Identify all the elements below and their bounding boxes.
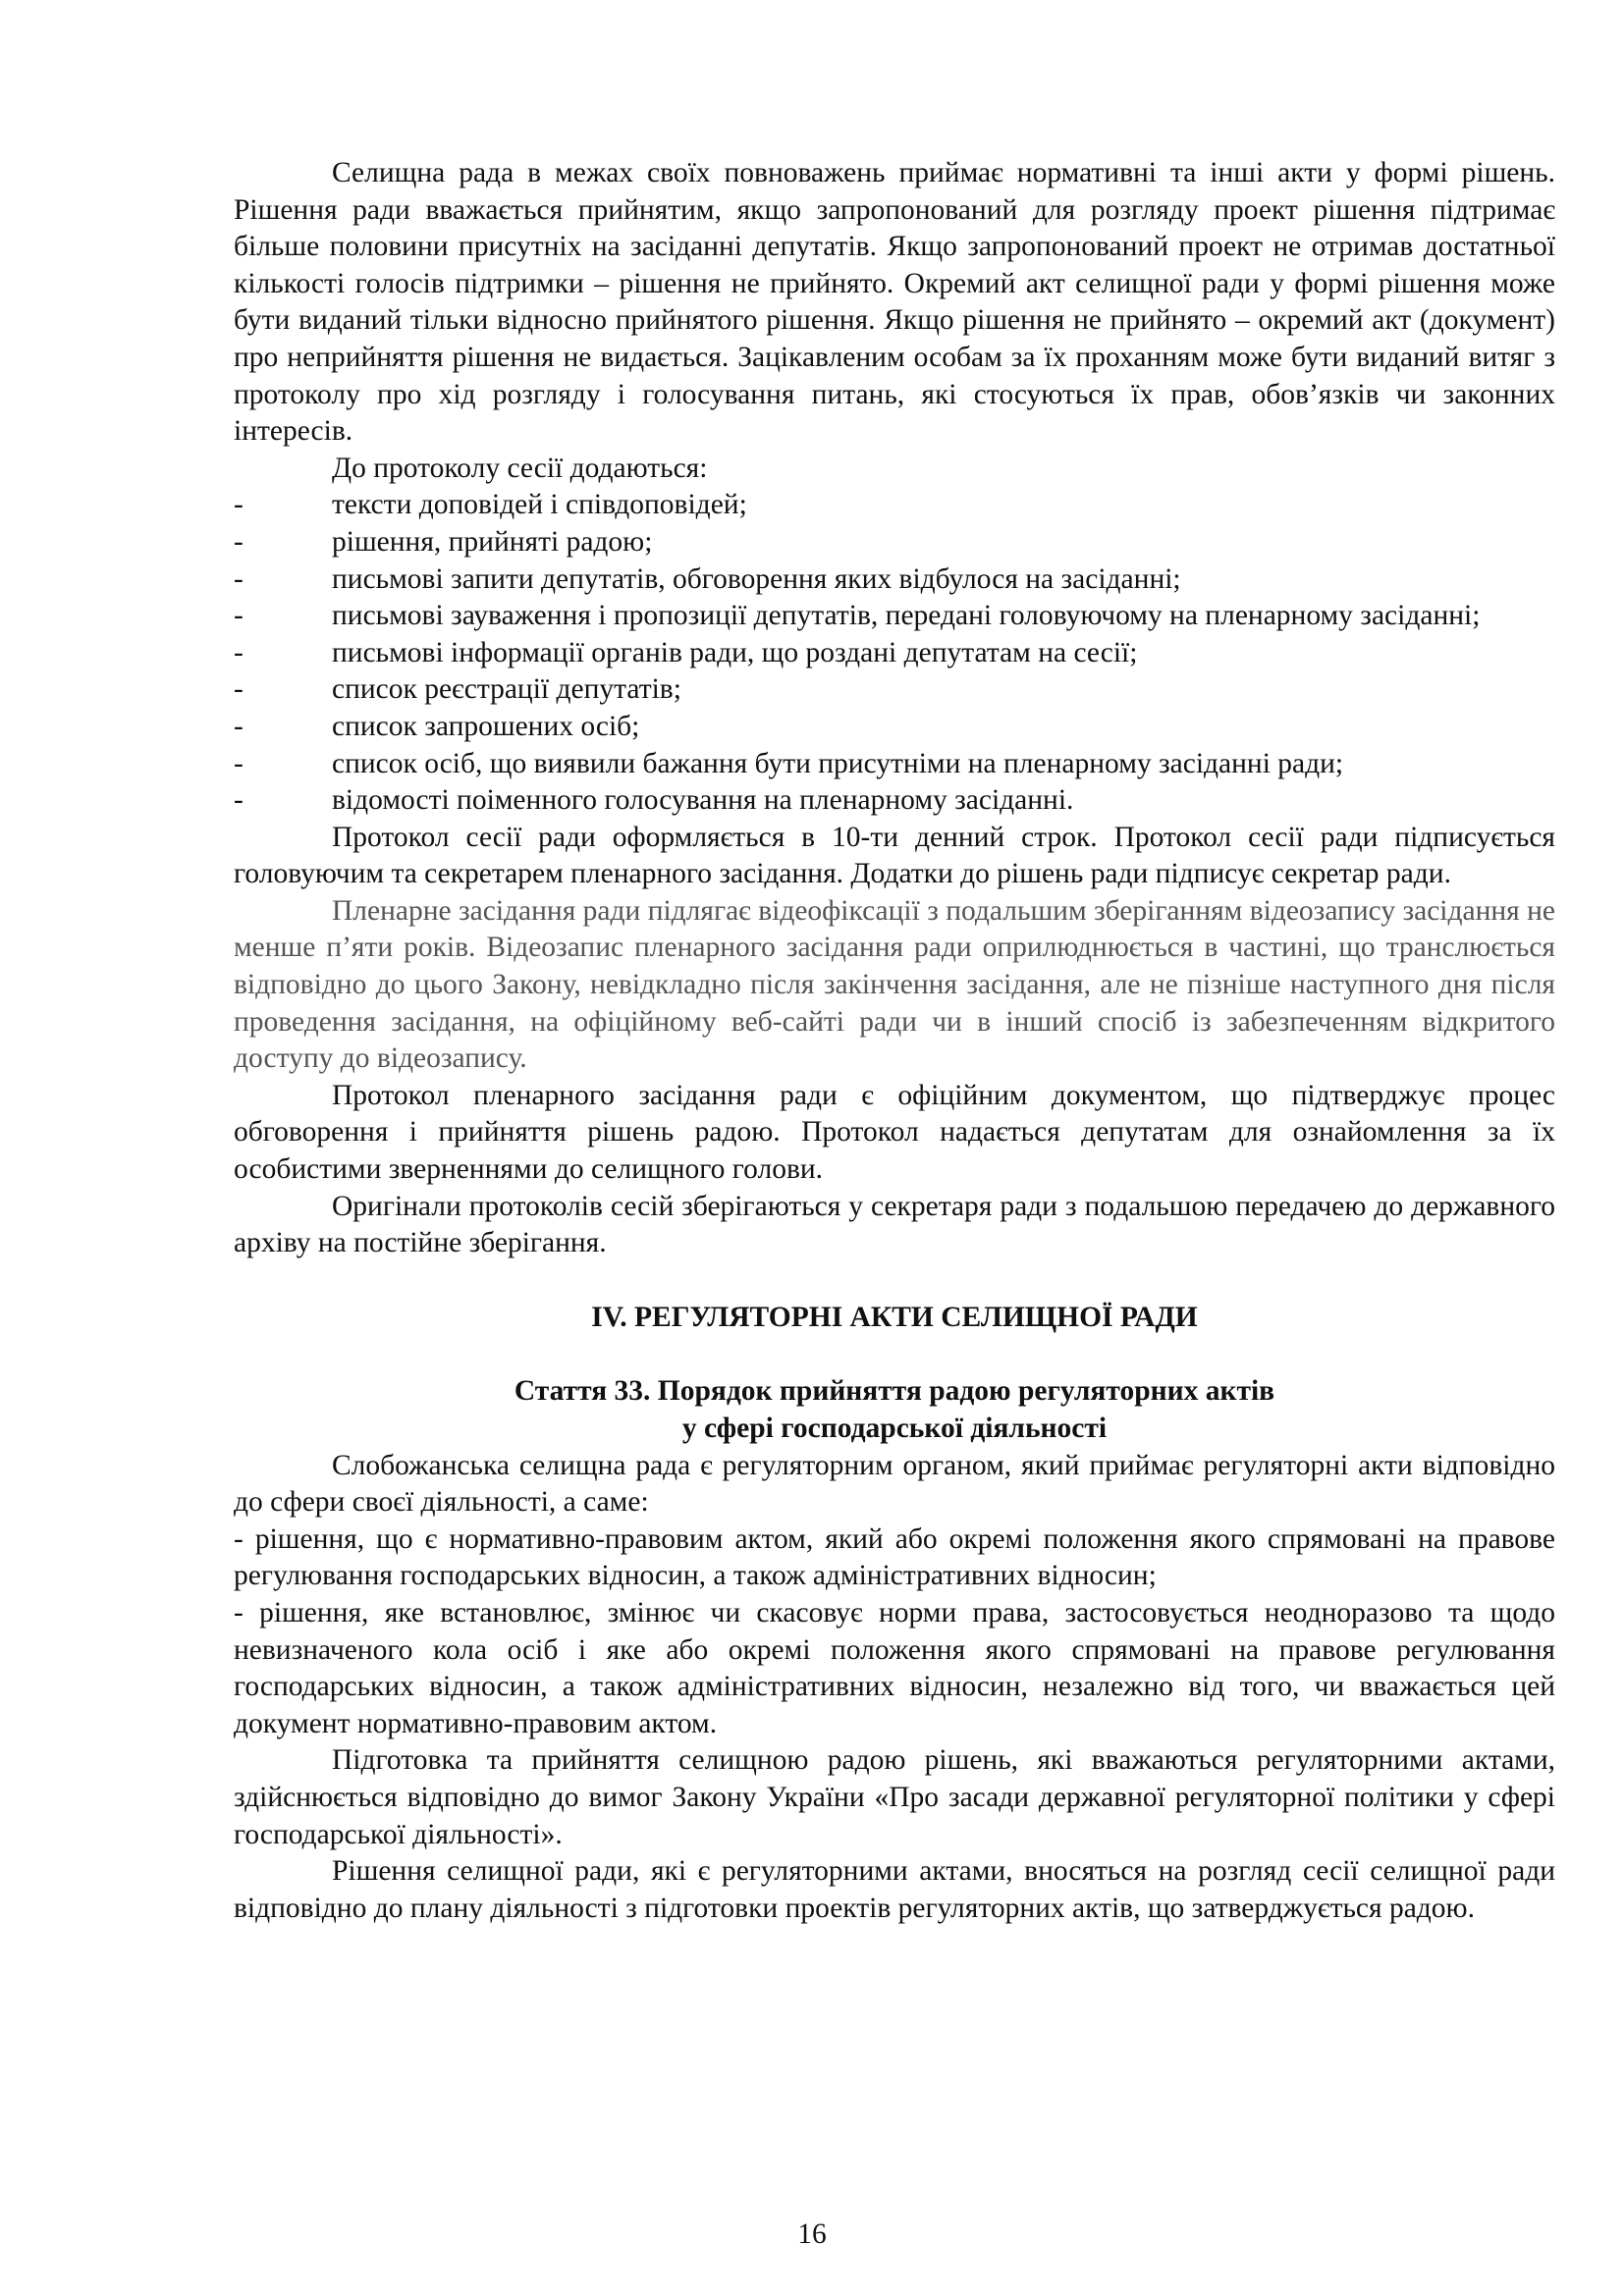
paragraph-protocol-official: Протокол пленарного засідання ради є офіційним документом, що підтверджує процес обговорення і прийняття рішень радою. Протокол надається депутатам для ознайомлення за їх особистими зверненнями до селищного голови. bbox=[234, 1079, 1555, 1186]
paragraph-protocol-term: Протокол сесії ради оформляється в 10-ти денний строк. Протокол сесії ради підписується головуючим та секретарем пленарного засідання. Додатки до рішень ради підписує секретар ради. bbox=[234, 821, 1555, 890]
list-item: - список реєстрації депутатів; bbox=[234, 671, 1555, 709]
article-list-item: - рішення, що є нормативно-правовим актом, який або окремі положення якого спрямовані на правове регулювання господарських відносин, а також адміністративних відносин; bbox=[234, 1522, 1555, 1592]
list-item: - тексти доповідей і співдоповідей; bbox=[234, 487, 1555, 524]
article-title-line: у сфері господарської діяльності bbox=[681, 1413, 1108, 1444]
list-dash: - bbox=[234, 784, 244, 817]
section-title: IV. РЕГУЛЯТОРНІ АКТИ СЕЛИЩНОЇ РАДИ bbox=[591, 1301, 1198, 1333]
list-item: - письмові зауваження і пропозиції депутатів, передані головуючому на пленарному засіданні; bbox=[234, 598, 1555, 635]
paragraph-article-intro: Слобожанська селищна рада є регуляторним органом, який приймає регуляторні акти відповідно до сфери своєї діяльності, а саме: bbox=[234, 1449, 1555, 1519]
paragraph-regulatory-preparation: Підготовка та прийняття селищною радою рішень, які вважаються регуляторними актами, здійснюється відповідно до вимог Закону України «Про засади державної регуляторної політики у сфері господарської діяльності». bbox=[234, 1744, 1555, 1850]
paragraph-decisions: Селищна рада в межах своїх повноважень приймає нормативні та інші акти у формі рішень. Рішення ради вважається прийнятим, якщо запропонований для розгляду проект рішення підтримає більше половини присутніх на засіданні депутатів. Якщо запропонований проект не отримав достатньої кількості голосів підтримки – рішення не прийнято. Окремий акт селищної ради у формі рішення може бути виданий тільки відносно прийнятого рішення. Якщо рішення не прийнято – окремий акт (документ) про неприйняття рішення не видається. Зацікавленим особам за їх проханням може бути виданий витяг з протоколу про хід розгляду і голосування питань, які стосуються їх прав, обов’язків чи законних інтересів. bbox=[234, 157, 1555, 448]
attachments-list bbox=[234, 487, 1555, 819]
list-dash: - bbox=[234, 489, 244, 521]
list-item: - список осіб, що виявили бажання бути присутніми на пленарному засіданні ради; bbox=[234, 746, 1555, 783]
list-dash: - bbox=[234, 636, 244, 668]
list-item: - письмові інформації органів ради, що роздані депутатам на сесії; bbox=[234, 635, 1555, 672]
article-list-item: - рішення, яке встановлює, змінює чи скасовує норми права, застосовується неодноразово та щодо невизначеного кола осіб і яке або окремі положення якого спрямовані на правове регулювання господарських відносин, а також адміністративних відносин, незалежно від того, чи вважається цей документ нормативно-правовим актом. bbox=[234, 1596, 1555, 1739]
list-dash: - bbox=[234, 525, 244, 558]
list-item: - рішення, прийняті радою; bbox=[234, 524, 1555, 561]
article-title bbox=[234, 1373, 1555, 1447]
list-dash: - bbox=[234, 673, 244, 706]
paragraph-protocol-archive: Оригінали протоколів сесій зберігаються у секретаря ради з подальшою передачею до державного архіву на постійне зберігання. bbox=[234, 1190, 1555, 1259]
list-dash: - bbox=[234, 747, 244, 779]
list-dash: - bbox=[234, 710, 244, 742]
paragraph-protocol-attachments: До протоколу сесії додаються: bbox=[332, 452, 708, 484]
list-item: - список запрошених осіб; bbox=[234, 709, 1555, 746]
paragraph-video-recording: Пленарне засідання ради підлягає відеофіксації з подальшим зберіганням відеозапису засідання не менше п’яти років. Відеозапис пленарного засідання ради оприлюднюється в частині, що транслюється відповідно до цього Закону, невідкладно після закінчення засідання, але не пізніше наступного дня після проведення засідання, на офіційному веб-сайті ради чи в інший спосіб із забезпеченням відкритого доступу до відеозапису. bbox=[234, 894, 1555, 1075]
page-number: 16 bbox=[797, 2218, 827, 2250]
list-item: - відомості поіменного голосування на пленарному засіданні. bbox=[234, 782, 1555, 820]
list-item: - письмові запити депутатів, обговорення яких відбулося на засіданні; bbox=[234, 561, 1555, 599]
paragraph-regulatory-session: Рішення селищної ради, які є регуляторними актами, вносяться на розгляд сесії селищної ради відповідно до плану діяльності з підготовки проектів регуляторних актів, що затверджується радою. bbox=[234, 1855, 1555, 1924]
article-title-line: Стаття 33. Порядок прийняття радою регуляторних актів bbox=[514, 1375, 1275, 1408]
list-dash: - bbox=[234, 600, 244, 632]
document-page bbox=[234, 155, 1555, 1927]
list-dash: - bbox=[234, 562, 244, 595]
